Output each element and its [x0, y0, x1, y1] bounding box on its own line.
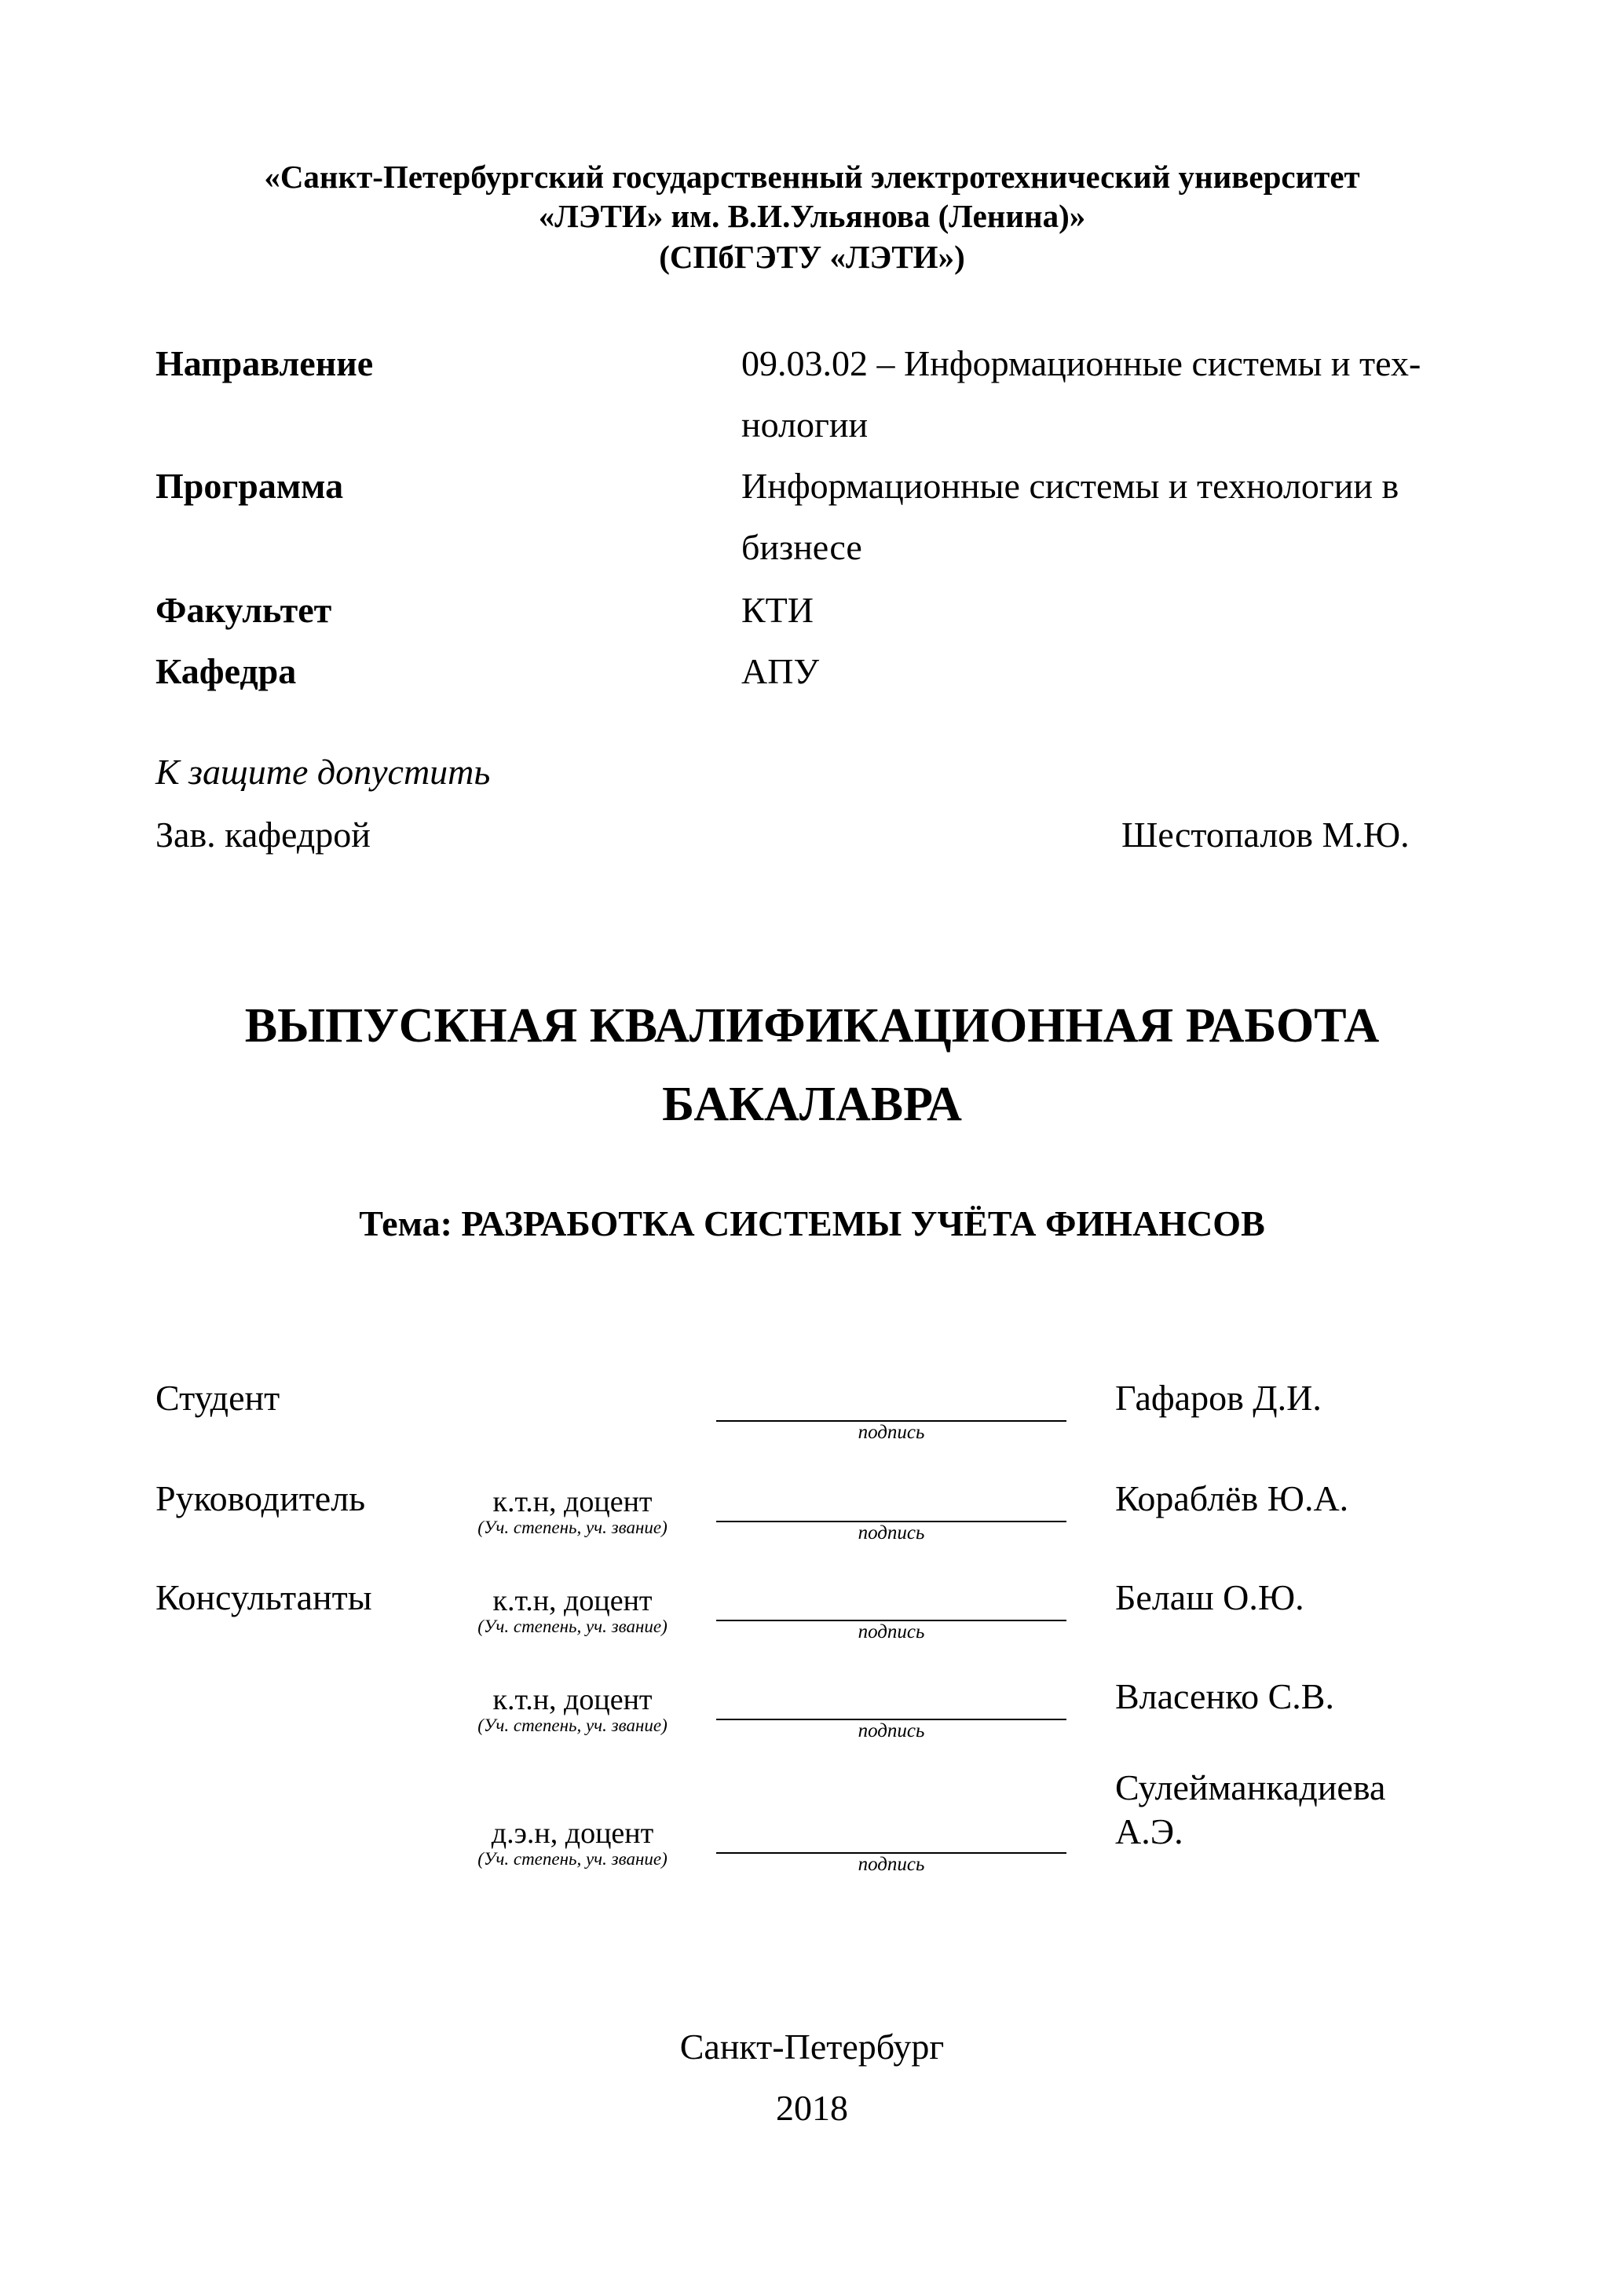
- supervisor-role: Руководитель: [155, 1478, 366, 1518]
- consultant-3-degree: д.э.н, доцент: [491, 1817, 654, 1850]
- footer-year: 2018: [776, 2088, 848, 2128]
- consultant-1-degree: к.т.н, доцент: [492, 1584, 653, 1617]
- consultants-role: Консультанты: [155, 1577, 372, 1617]
- consultant-3-name-line-1: Сулейманкадиева: [1115, 1767, 1386, 1807]
- department-label: Кафедра: [155, 651, 297, 691]
- supervisor-signature-caption: подпись: [858, 1522, 925, 1543]
- head-of-department-name: Шестопалов М.Ю.: [1121, 815, 1410, 855]
- consultant-2-signature-caption: подпись: [858, 1720, 925, 1741]
- program-value-line-1: Информационные системы и технологии в: [741, 466, 1399, 506]
- thesis-title-line-2: БАКАЛАВРА: [662, 1078, 962, 1131]
- program-value-line-2: бизнесе: [741, 527, 862, 567]
- consultant-2-name: Власенко С.В.: [1115, 1676, 1334, 1716]
- consultant-1-name: Белаш О.Ю.: [1115, 1577, 1304, 1617]
- thesis-title-line-1: ВЫПУСКНАЯ КВАЛИФИКАЦИОННАЯ РАБОТА: [244, 999, 1380, 1053]
- consultant-1-signature-caption: подпись: [858, 1621, 925, 1642]
- department-value: АПУ: [741, 651, 820, 691]
- admission-note: К защите допустить: [155, 752, 491, 792]
- faculty-value: КТИ: [741, 590, 814, 630]
- student-name: Гафаров Д.И.: [1115, 1378, 1322, 1418]
- consultant-3-degree-caption: (Уч. степень, уч. звание): [477, 1849, 668, 1869]
- program-label: Программа: [155, 466, 344, 506]
- university-abbreviation: (СПбГЭТУ «ЛЭТИ»): [659, 239, 965, 275]
- university-name-line-1: «Санкт-Петербургский государственный электротехнический университет: [264, 159, 1360, 195]
- supervisor-degree: к.т.н, доцент: [492, 1485, 653, 1518]
- consultant-1-degree-caption: (Уч. степень, уч. звание): [477, 1617, 668, 1636]
- faculty-label: Факультет: [155, 590, 332, 630]
- footer-city: Санкт-Петербург: [679, 2027, 945, 2067]
- direction-value-line-1: 09.03.02 – Информационные системы и тех-: [741, 343, 1421, 383]
- consultant-3-signature-caption: подпись: [858, 1854, 925, 1875]
- student-signature-caption: подпись: [858, 1422, 925, 1443]
- head-of-department-label: Зав. кафедрой: [155, 815, 371, 855]
- consultant-3-name-line-2: А.Э.: [1115, 1811, 1183, 1851]
- university-name-line-2: «ЛЭТИ» им. В.И.Ульянова (Ленина)»: [538, 198, 1086, 234]
- consultant-2-degree: к.т.н, доцент: [492, 1683, 653, 1716]
- consultant-2-degree-caption: (Уч. степень, уч. звание): [477, 1716, 668, 1735]
- supervisor-degree-caption: (Уч. степень, уч. звание): [477, 1518, 668, 1537]
- direction-value-line-2: нологии: [741, 405, 869, 445]
- direction-label: Направление: [155, 343, 374, 383]
- thesis-theme: Тема: РАЗРАБОТКА СИСТЕМЫ УЧЁТА ФИНАНСОВ: [359, 1203, 1265, 1243]
- supervisor-name: Кораблёв Ю.А.: [1115, 1478, 1349, 1518]
- student-role: Студент: [155, 1378, 280, 1418]
